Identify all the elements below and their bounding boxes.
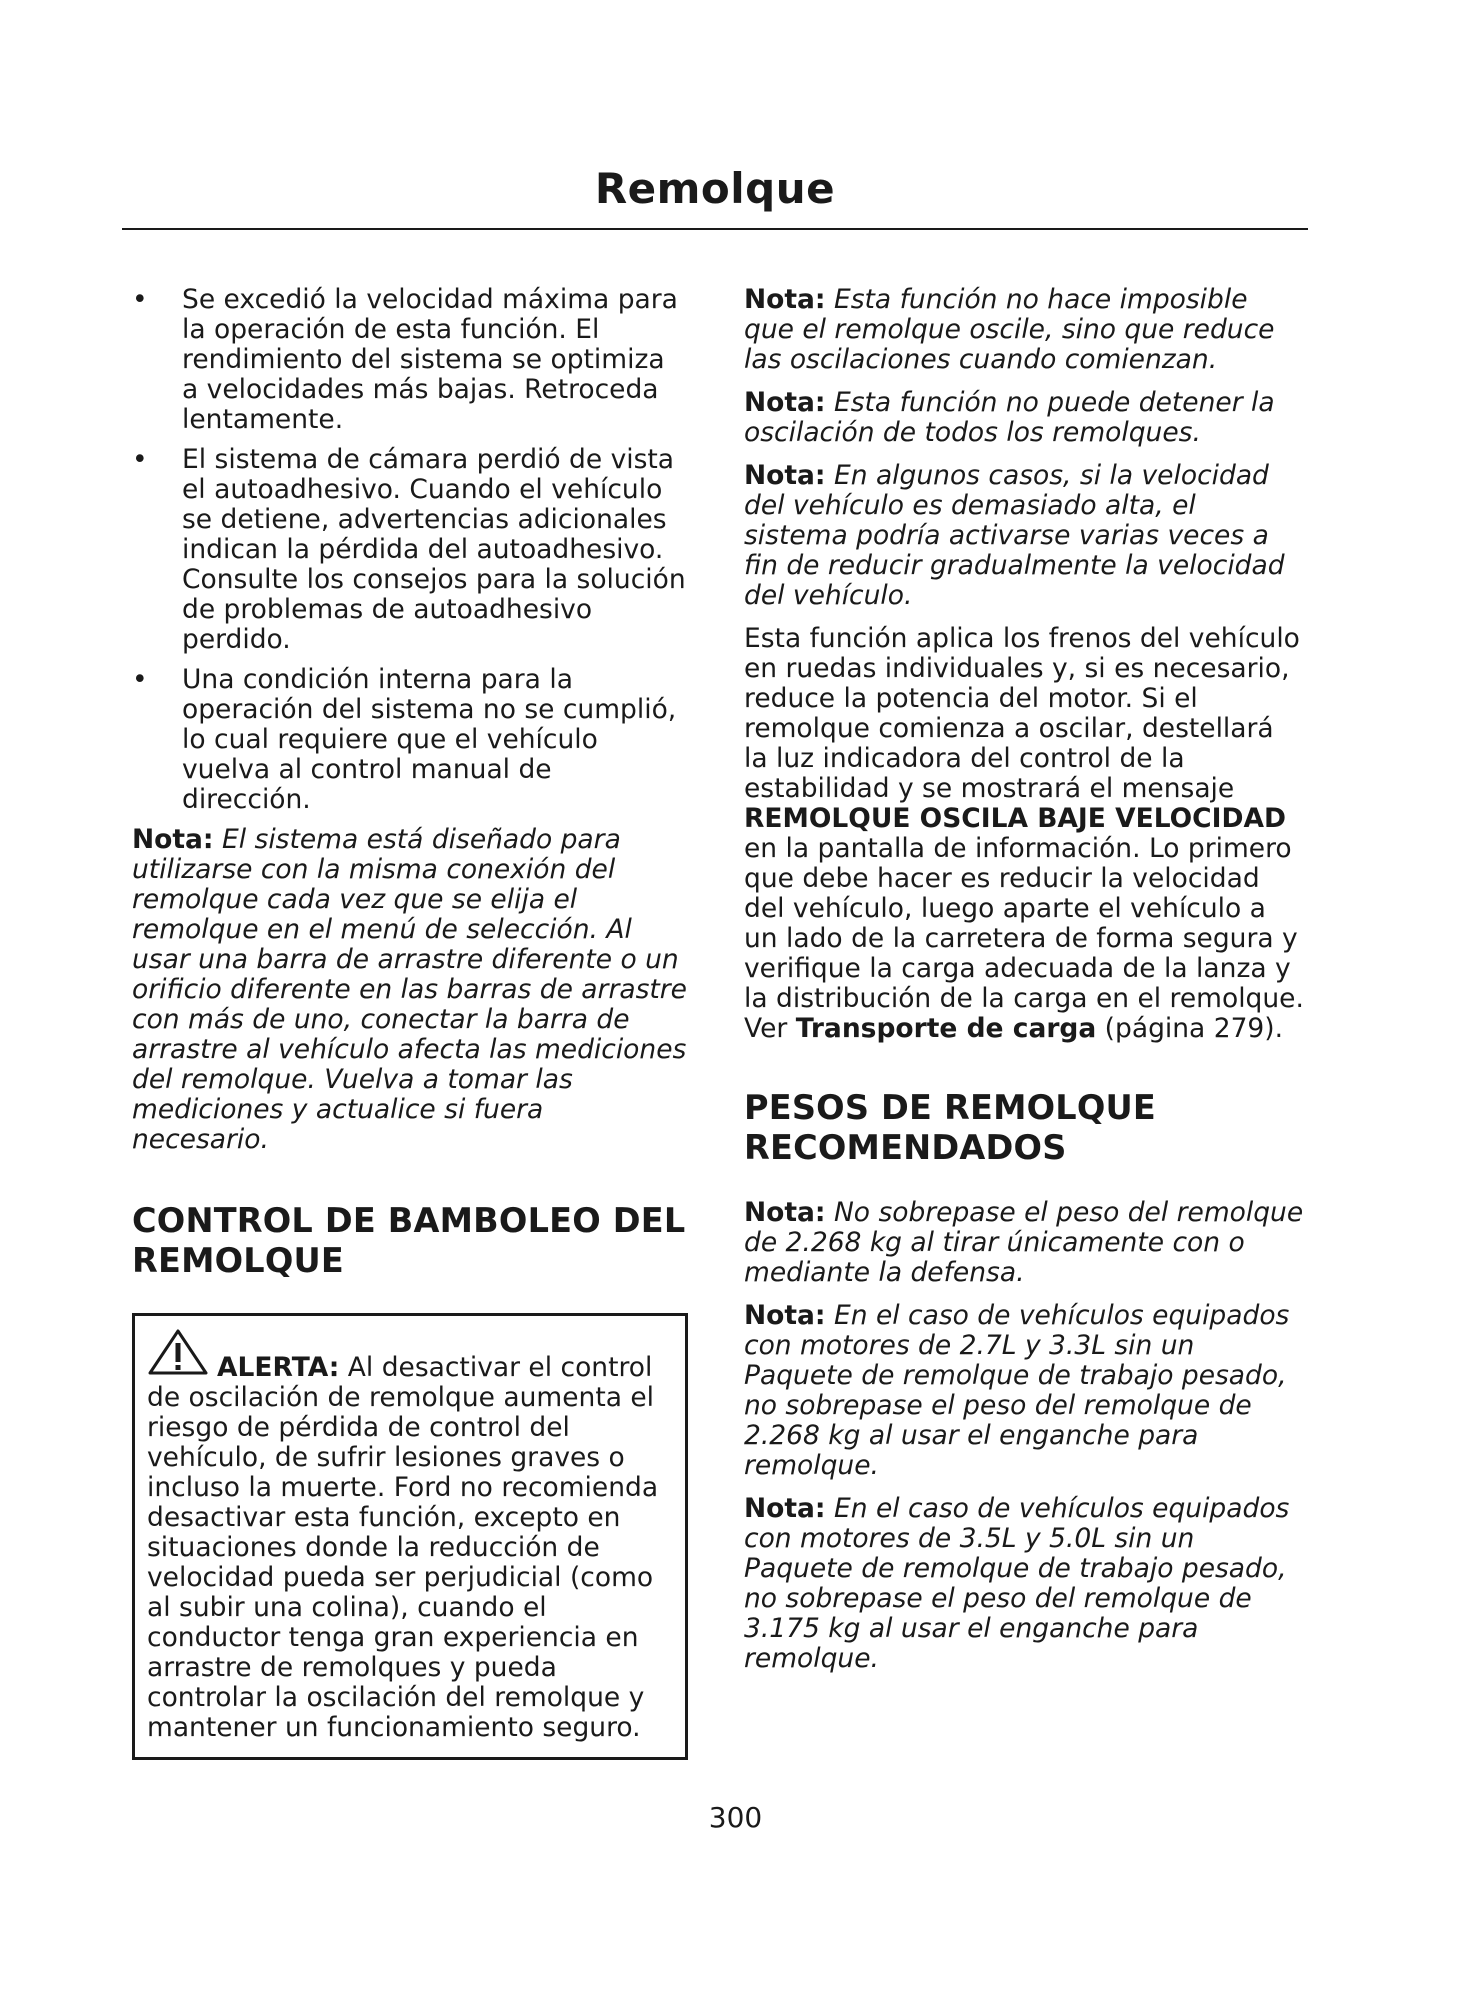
page-number: 300 xyxy=(708,1801,763,1834)
header-divider xyxy=(122,228,1308,230)
alert-box xyxy=(132,1313,688,1760)
list-item xyxy=(132,445,688,655)
bullet-list xyxy=(132,285,688,815)
note-label: Nota: xyxy=(744,387,826,418)
note-label: Nota: xyxy=(744,460,826,491)
note-text: El sistema está diseñado para utilizarse con la misma conexión del remolque cada vez que se elija el remolque en el menú de selección. Al usar una barra de arrastre diferente o un orificio diferente en las barras de arrastre con más de uno, conectar la barra de arrastre al vehículo afecta las mediciones del remolque. Vuelva a tomar las mediciones y actualice si fuera necesario. xyxy=(132,824,687,1155)
note-text: En el caso de vehículos equipados con motores de 2.7L y 3.3L sin un Paquete de remolque de trabajo pesado, no sobrepase el peso del remolque de 2.268 kg al usar el enganche para remolque. xyxy=(744,1300,1290,1481)
bullet-text: Se excedió la velocidad máxima para la operación de esta función. El rendimiento del sistema se optimiza a velocidades más bajas. Retroceda lentamente. xyxy=(182,284,678,435)
bullet-text: El sistema de cámara perdió de vista el autoadhesivo. Cuando el vehículo se detiene, advertencias adicionales indican la pérdida del autoadhesivo. Consulte los consejos para la solución de problemas de autoadhesivo perdido. xyxy=(182,444,686,655)
note-paragraph xyxy=(132,825,688,1155)
alert-label: ALERTA: xyxy=(217,1352,340,1383)
note-label: Nota: xyxy=(744,1300,826,1331)
note-label: Nota: xyxy=(132,824,214,855)
note-paragraph xyxy=(744,1494,1304,1674)
cross-reference-link[interactable]: Transporte de carga xyxy=(795,1013,1097,1044)
body-text: Esta función aplica los frenos del vehículo en ruedas individuales y, si es necesario, reduce la potencia del motor. Si el remolque comienza a oscilar, destellará la luz indicadora del control de la estabilidad y se mostrará el mensaje xyxy=(744,623,1300,804)
left-column xyxy=(132,285,688,1760)
right-column xyxy=(744,285,1304,1687)
note-label: Nota: xyxy=(744,1493,826,1524)
note-text: En algunos casos, si la velocidad del vehículo es demasiado alta, el sistema podría activarse varias veces a fin de reducir gradualmente la velocidad del vehículo. xyxy=(744,460,1285,611)
page-reference: (página 279). xyxy=(1096,1013,1284,1044)
alert-text: Al desactivar el control de oscilación de remolque aumenta el riesgo de pérdida de control del vehículo, de sufrir lesiones graves o incluso la muerte. Ford no recomienda desactivar esta función, excepto en situaciones donde la reducción de velocidad pueda ser perjudicial (como al subir una colina), cuando el conductor tenga gran experiencia en arrastre de remolques y pueda controlar la oscilación del remolque y mantener un funcionamiento seguro. xyxy=(147,1352,659,1743)
note-text: No sobrepase el peso del remolque de 2.268 kg al tirar únicamente con o mediante la defensa. xyxy=(744,1197,1304,1288)
note-text: Esta función no hace imposible que el remolque oscile, sino que reduce las oscilaciones cuando comienzan. xyxy=(744,284,1275,375)
note-text: Esta función no puede detener la oscilación de todos los remolques. xyxy=(744,387,1275,448)
note-label: Nota: xyxy=(744,1197,826,1228)
body-paragraph xyxy=(744,624,1304,1044)
list-item xyxy=(132,285,688,435)
section-title-recommended-weights: PESOS DE REMOLQUE RECOMENDADOS xyxy=(744,1088,1156,1167)
note-paragraph xyxy=(744,388,1304,448)
page-title: Remolque xyxy=(594,164,836,213)
bullet-icon: • xyxy=(132,444,148,475)
section-title-sway-control: CONTROL DE BAMBOLEO DEL REMOLQUE xyxy=(132,1201,686,1280)
note-label: Nota: xyxy=(744,284,826,315)
note-text: En el caso de vehículos equipados con motores de 3.5L y 5.0L sin un Paquete de remolque de trabajo pesado, no sobrepase el peso del remolque de 3.175 kg al usar el enganche para remolque. xyxy=(744,1493,1290,1674)
bullet-icon: • xyxy=(132,284,148,315)
warning-triangle-icon xyxy=(147,1328,209,1383)
note-paragraph xyxy=(744,285,1304,375)
display-message: REMOLQUE OSCILA BAJE VELOCIDAD xyxy=(744,803,1286,834)
page-header xyxy=(122,162,1308,216)
bullet-text: Una condición interna para la operación del sistema no se cumplió, lo cual requiere que el vehículo vuelva al control manual de dirección. xyxy=(182,664,677,815)
list-item xyxy=(132,665,688,815)
note-paragraph xyxy=(744,461,1304,611)
bullet-icon: • xyxy=(132,664,148,695)
note-paragraph xyxy=(744,1198,1304,1288)
note-paragraph xyxy=(744,1301,1304,1481)
body-text: en la pantalla de información. Lo primero que debe hacer es reducir la velocidad del vehículo, luego aparte el vehículo a un lado de la carretera de forma segura y verifique la carga adecuada de la lanza y la distribución de la carga en el remolque. Ver xyxy=(744,833,1304,1044)
